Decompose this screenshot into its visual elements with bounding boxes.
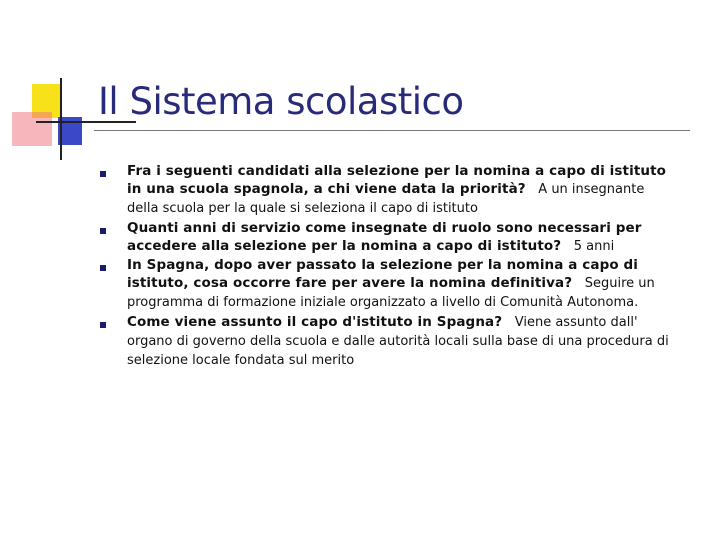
title-underline	[94, 130, 690, 131]
bullet-answer: 5 anni	[565, 238, 615, 254]
bullet-question: Quanti anni di servizio come insegnate di ruolo sono necessari per accedere alla selezione per la nomina a capo di istituto?	[127, 219, 642, 254]
bullet-item	[100, 256, 670, 313]
bullet-list	[100, 162, 670, 370]
bullet-item	[100, 219, 670, 256]
deco-pink-square	[12, 112, 52, 146]
square-bullet-icon	[100, 322, 106, 328]
bullet-answer: Seguire un programma di formazione iniziale organizzato a livello di Comunità Autonoma.	[127, 276, 655, 311]
bullet-answer: A un insegnante della scuola per la quale si seleziona il capo di istituto	[127, 182, 645, 217]
bullet-question: Fra i seguenti candidati alla selezione per la nomina a capo di istituto in una scuola spagnola, a chi viene data la priorità?	[127, 163, 667, 198]
slide-title: Il Sistema scolastico	[98, 80, 464, 123]
square-bullet-icon	[100, 171, 106, 177]
bullet-question: Come viene assunto il capo d'istituto in Spagna?	[127, 313, 503, 330]
square-bullet-icon	[100, 228, 106, 234]
bullet-item	[100, 313, 670, 371]
bullet-answer: Viene assunto dall' organo di governo della scuola e dalle autorità locali sulla base di una procedura di selezione locale fondata sul merito	[127, 314, 669, 369]
deco-vertical-line	[60, 78, 62, 160]
bullet-item	[100, 162, 670, 219]
bullet-question: In Spagna, dopo aver passato la selezione per la nomina a capo di istituto, cosa occorre fare per avere la nomina definitiva?	[127, 257, 639, 292]
square-bullet-icon	[100, 265, 106, 271]
